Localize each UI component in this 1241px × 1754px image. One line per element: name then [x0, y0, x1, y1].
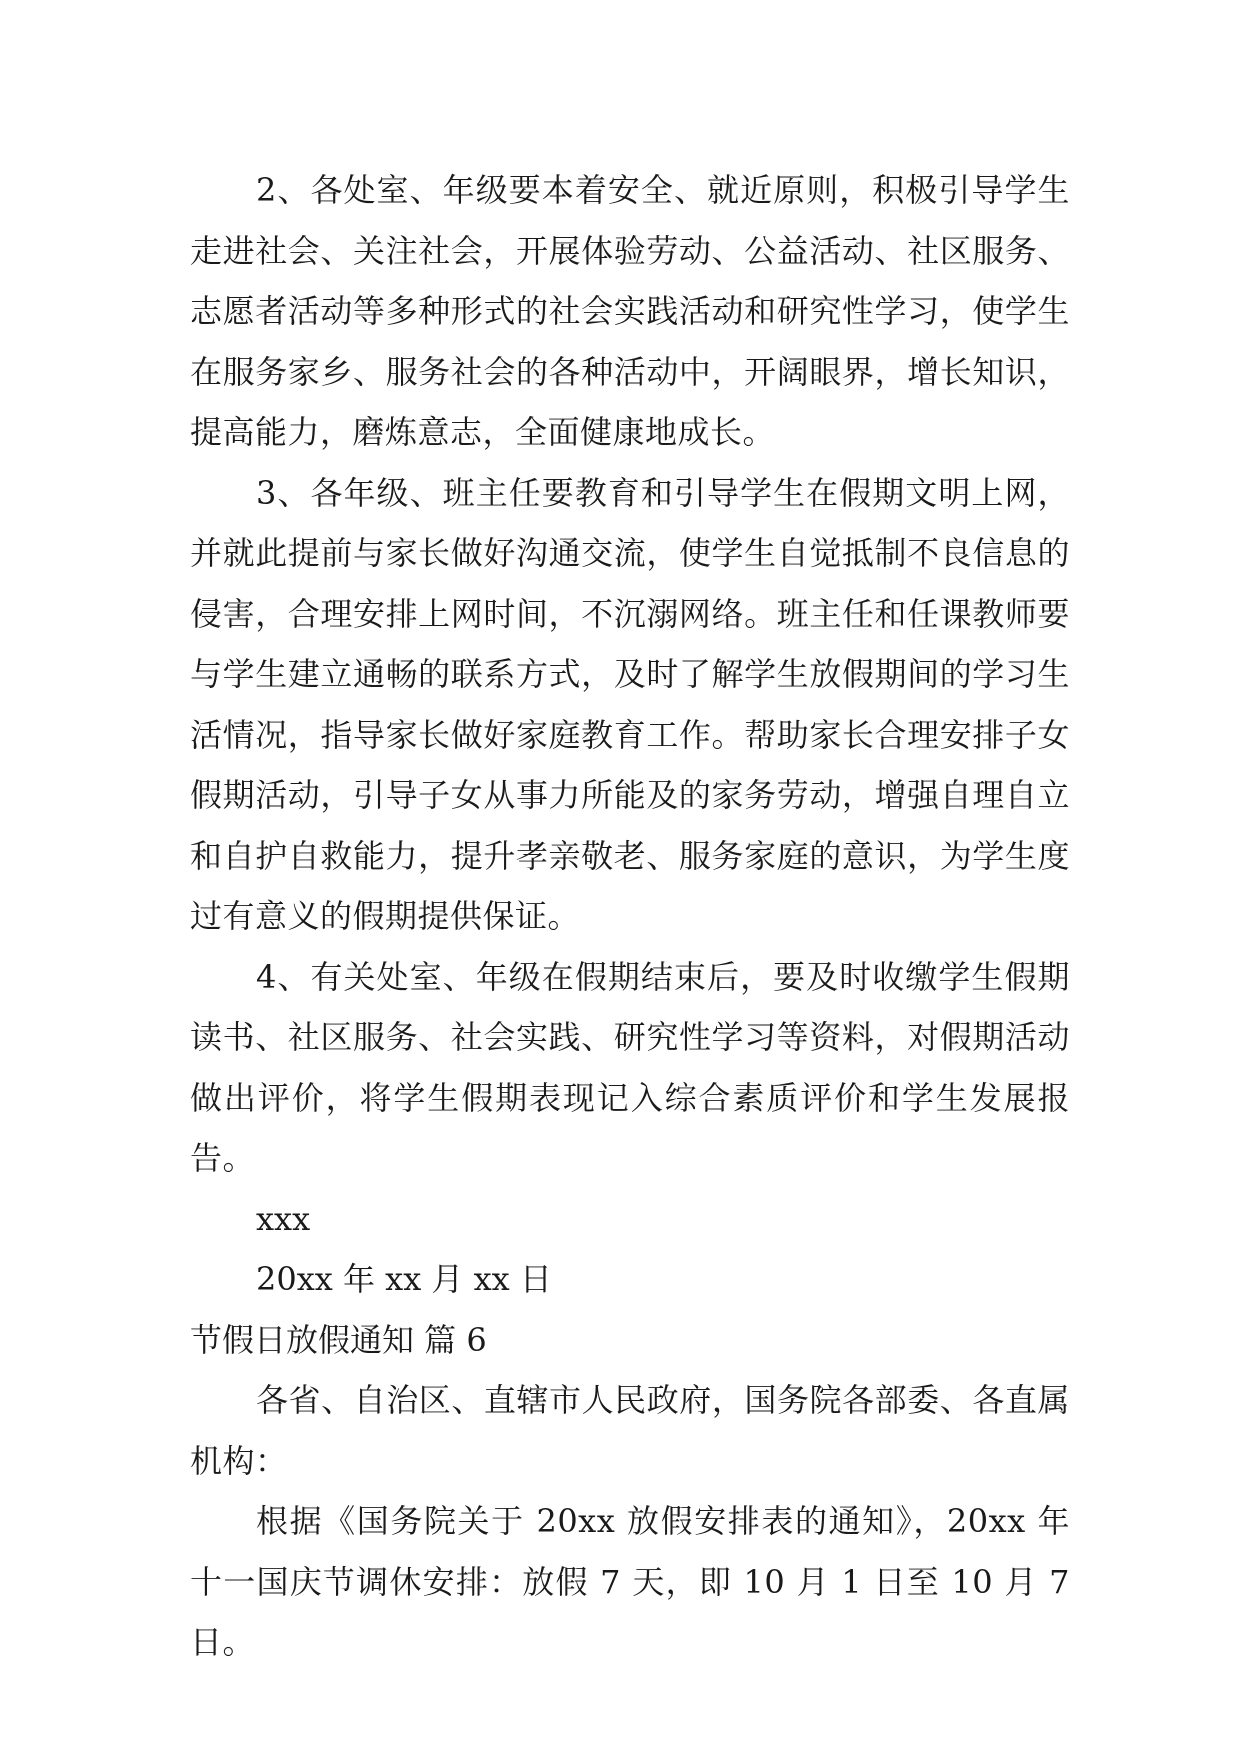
paragraph-item-4: 4、有关处室、年级在假期结束后，要及时收缴学生假期读书、社区服务、社会实践、研究性学习等资料，对假期活动做出评价，将学生假期表现记入综合素质评价和学生发展报告。 [190, 957, 1070, 1177]
signature-date: 20xx 年 xx 月 xx 日 [256, 1260, 552, 1298]
paragraph-item-2: 2、各处室、年级要本着安全、就近原则，积极引导学生走进社会、关注社会，开展体验劳动、公益活动、社区服务、志愿者活动等多种形式的社会实践活动和研究性学习，使学生在服务家乡、服务社会的各种活动中，开阔眼界，增长知识，提高能力，磨炼意志，全面健康地成长。 [190, 171, 1070, 451]
signature: xxx [256, 1199, 311, 1238]
document-content [190, 160, 1070, 1673]
section-title: 节假日放假通知 篇 6 [190, 1320, 487, 1359]
paragraph-item-3: 3、各年级、班主任要教育和引导学生在假期文明上网，并就此提前与家长做好沟通交流，使学生自觉抵制不良信息的侵害，合理安排上网时间，不沉溺网络。班主任和任课教师要与学生建立通畅的联系方式，及时了解学生放假期间的学习生活情况，指导家长做好家庭教育工作。帮助家长合理安排子女假期活动，引导子女从事力所能及的家务劳动，增强自理自立和自护自救能力，提升孝亲敬老、服务家庭的意识，为学生度过有意义的假期提供保证。 [190, 473, 1070, 935]
body-paragraph: 根据《国务院关于 20xx 放假安排表的通知》，20xx 年十一国庆节调休安排：放假 7 天，即 10 月 1 日至 10 月 7 日。 [190, 1502, 1070, 1661]
salutation: 各省、自治区、直辖市人民政府，国务院各部委、各直属机构： [190, 1381, 1070, 1480]
